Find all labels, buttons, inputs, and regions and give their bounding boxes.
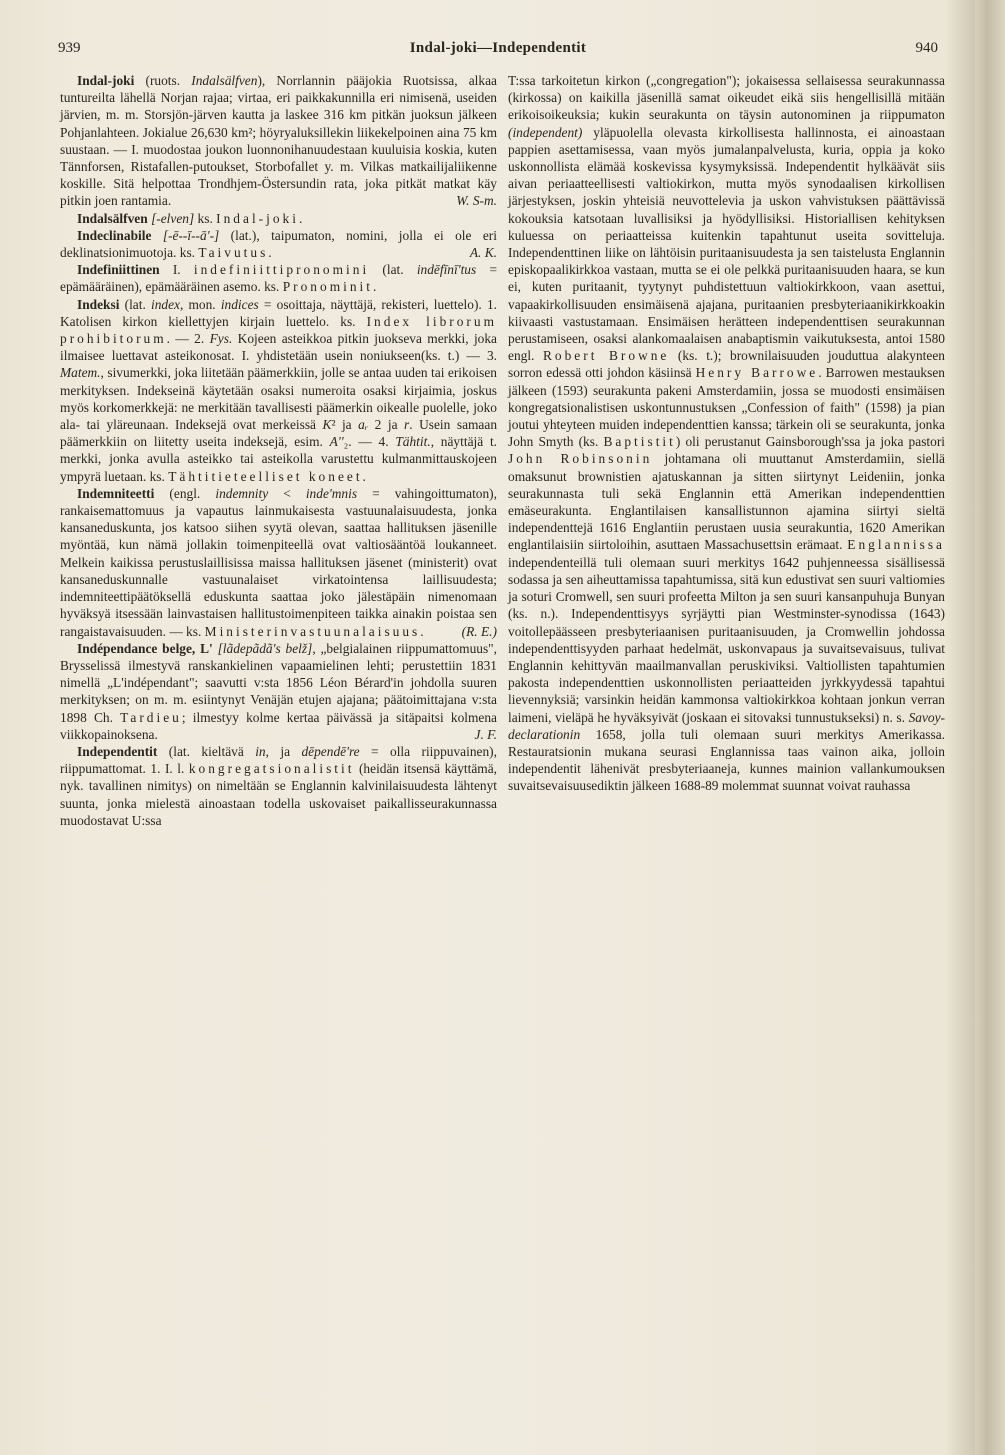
entry-independentit: Independentit (lat. kieltävä in, ja dēpendē're = olla riippuvainen), riippumattomat. 1. I. l. kongregatsionalistit (heidän itsensä käyttämä, nyk. tavallinen nimitys) on nimeltään se Englannin kalvinilaisuudesta lähtenyt suunta, jonka mielestä ainoastaan todella uskovaiset paikallisseurakunnassa muodostavat U:ssa xyxy=(60,743,497,828)
cross-reference: Pronominit xyxy=(282,279,373,295)
entry-indeksi: Indeksi (lat. index, mon. indices = osoittaja, näyttäjä, rekisteri, luettelo). 1. Katolisen kirkon kiellettyjen kirjain luettelo. ks. Index librorum prohibitorum. — 2. Fys. Kojeen asteikkoa pitkin juokseva merkki, joka ilmaisee luettavat asteikonosat. I. yhdistetään usein noniukseen(ks. t.) — 3. Matem., sivumerkki, joka liitetään päämerkkiin, jolle se antaa uuden tai erikoisen merkityksen. Indekseinä käytetään osaksi numeroita osaksi kirjaimia, joskus myös korkomerkkejä: ne merkitään tavallisesti päämerkin oikealle puolelle, joko ala- tai yläreunaan. Indeksejä ovat merkeissä K² ja aᵣ 2 ja r. Usein samaan päämerkkiin on liitetty useita indeksejä, esim. A''₂. — 4. Tähtit., näyttäjä t. merkki, jonka avulla asteikko tai asteikolla varustettu kulmanmittauskojeen ympyrä luetaan. ks. Tähtitieteelliset koneet. xyxy=(60,296,498,484)
headword: Indal-joki xyxy=(77,73,135,88)
cross-reference: Taivutus xyxy=(198,245,269,261)
entry-independance-belge: Indépendance belge, L' [lãdepãdã's belž], „belgialainen riippumattomuus", Brysselissä ilmestyvä ranskankielinen vapaamielinen lehti; perustettiin 1831 nimellä „L'indépendant"; saavutti v:sta 1856 Léon Bérard'in johdolla suuren merkityksen; on m. m. esiintynyt Venäjän etujen ajajana; päätoimittajana v:sta 1898 Ch. Tardieu; ilmestyy kolme kertaa päivässä ja sitäpaitsi kolmena viikkopainoksena. J. F. xyxy=(60,640,497,742)
cross-reference: Tähtitieteelliset koneet xyxy=(168,468,363,484)
book-binding-edge xyxy=(975,0,1005,1455)
left-column xyxy=(60,72,497,829)
cross-reference: Ministerinvastuunalaisuus xyxy=(204,623,421,639)
right-column xyxy=(508,72,945,795)
entry-indal-joki: Indal-joki (ruots. Indalsälfven), Norrlannin pääjokia Ruotsissa, alkaa tuntureilta lähellä Norjan rajaa; virtaa, eri paikkakunnilla eri nimisenä, useiden järvien, m. m. Storsjön-järven kautta ja laskee 316 km pitkän juoksun jälkeen Pohjanlahteen. Jokialue 26,630 km²; höyryaluksillekin liikekelpoinen aina 75 km suustaan. — I. muodostaa joukon luonnonihanuudestaan kuuluisia koskia, kuten Tännforsen, Ristafallen-putoukset, Storbofallet y. m. Vilkas matkailijaliikenne koskille. Sitä helpottaa Trondhjem-Östersundin rata, joka pitkät matkat käy pitkin joen rantamia. W. S-m. xyxy=(60,73,497,209)
entry-indeclinabile: Indeclinabile [-ē--ī--ā'-] (lat.), taipumaton, nomini, jolla ei ole eri deklinatsionimuotoja. ks. Taivutus. A. K. xyxy=(60,227,497,261)
entry-indefiniittinen: Indefiniittinen I. indefiniittipronomini (lat. indēfīnī'tus = epämääräinen), epämääräinen asemo. ks. Pronominit. xyxy=(60,262,497,295)
page-number-left: 939 xyxy=(58,40,81,56)
headword: Indalsälfven xyxy=(77,210,148,226)
entry-indemniteetti: Indemniteetti (engl. indemnity < inde'mnis = vahingoittumaton), rankaisemattomuus ja vapautus lainmukaisesta vastuunalaisuudesta, jonka kansaneduskunta, jos katsoo siihen syytä olevan, saattaa hallituksen jäsenille myöntää, kun nämä jollakin toimenpiteellä ovat valtiosääntöä loukanneet. Melkein kaikissa perustuslaillisissa maissa hallituksen jäsenet (ministerit) ovat kansaneduskunnalle vastuunalaiset virkatointensa laillisuudesta; indemniteettipäätöksellä eduskunta saattaa joko jälestäpäin nimenomaan hyväksyä itsessään lainvastaisen hallitustoimenpiteen taikka ainakin poistaa sen rangaistavaisuuden. — ks. Ministerinvastuunalaisuus. (R. E.) xyxy=(60,485,497,639)
headword: Indemniteetti xyxy=(77,485,155,501)
headword: Indépendance belge, L' xyxy=(77,640,213,656)
author-signature: (R. E.) xyxy=(461,623,497,639)
cross-reference: Index librorum prohibitorum xyxy=(60,313,498,347)
entry-indalsalfven: Indalsälfven [-elven] ks. Indal-joki. xyxy=(77,210,303,226)
page-number-right: 940 xyxy=(915,40,938,56)
page-title: Indal-joki—Independentit xyxy=(409,40,587,56)
person-name: Robert Browne xyxy=(542,348,670,364)
headword: Independentit xyxy=(77,743,158,759)
person-name: Henry Barrowe xyxy=(695,365,819,381)
place-name: Englannissa xyxy=(847,537,945,553)
cross-reference: Indal-joki xyxy=(216,210,299,226)
author-signature: J. F. xyxy=(474,726,497,742)
cross-reference: Baptistit xyxy=(603,434,676,450)
person-name: John Robinsonin xyxy=(508,451,653,467)
headword: Indeclinabile xyxy=(77,227,152,243)
page-header xyxy=(58,40,938,64)
author-signature: W. S-m. xyxy=(456,193,497,209)
author-signature: A. K. xyxy=(469,245,497,261)
headword: Indefiniittinen xyxy=(77,262,160,278)
headword: Indeksi xyxy=(77,296,120,312)
entry-independentit-continued: T:ssa tarkoitetun kirkon („congregation"); jokaisessa sellaisessa seurakunnassa (kirkossa) on kaikilla jäsenillä samat oikeudet eikä siis hengellisillä mitään erikoisoikeuksia; kukin seurakunta on täysin autonominen ja riippumaton (independent) yläpuolella olevasta kirkollisesta hallinnosta, ei ainoastaan pappien asettamisessa, vaan myös jumalanpalvelusta, kuria, oppia ja koko uskonnollista elämää koskevissa kysymyksissä. Independentit hylkäävät siis aivan periaatteellisesti valtiokirkon, mutta myös synodaalisen kirkollisen järjestyksen, joskin yhteisiä neuvottelevia ja uskon vahvistuksen päättävissä kokouksia katsotaan luvallisiksi ja hyödyllisiksi. Historiallisen kehityksen kuluessa on periaatteissa kuitenkin tapahtunut useita sovitteluja. Independenttinen liike on lähtöisin puritaanisuudesta ja sen taistelusta Englannin episkopaalikirkkoa vastaan, mutta se ei ole pelkkä puritaanisuuden haara, se kun ei, kuten puritaanit, tyytynyt puhdistettuun valtiokirkkoon, vaan asettui, vapaakirkollisuuden ensimäisenä ajajana, puritaanien presbyteriaanikirkkoakin kiivaasti vastustamaan. Ensimäisen herätteen independenttisen seurakunnan perustamiseen, osaksi alankomaalaisen anabaptismin vaikutuksesta, antoi 1580 engl. Robert Browne (ks. t.); brownilaisuuden jouduttua alakynteen sorron edessä otti johdon käsiinsä Henry Barrowe. Barrowen mestauksen jälkeen (1593) seurakunta pakeni Amsterdamiin, jossa se muodosti ensimäisen kongregatsionalistisen uskontunnustuksen „Confession of faith" (1598) ja pian joutui yhteyteen muiden independenttien kanssa; tärkein oli se seurakunta, jonka John Smyth (ks. Baptistit) oli perustanut Gainsborough'ssa ja joka pastori John Robinsonin johtamana oli muuttanut Amsterdamiin, siellä omaksunut brownistien ajatuskannan ja sitten siirtynyt Leideniin, jonka seurakunnasta tuli sekä Englannin että Amerikan independenttien emäseurakunta. Englantilaisen kansallistunnon ajamina siirtyi sieltä independenttejä 1616 Englantiin perustaen uusia seurakuntia, 1620 Amerikan englantilaisiin siirtoloihin, asuttaen Massachusettsin erämaat. Englannissa independenteillä tuli olemaan suuri merkitys 1642 puhjenneessa sisällisessä sodassa ja sen aiheuttamissa tapahtumissa, sitä kun edustivat sen suuri valtiomies ja soturi Cromwell, sen suuri profeetta Milton ja sen suuri kansanpuhuja Bunyan (ks. n.). Independenttisyys syrjäytti pian Westminster-synodissa (1643) voitollepäässeen presbyteriaanisen puritaanisuuden, ja Cromwellin johdossa independenttisyyden parhaat hedelmät, uskonvapaus ja suvaitsevaisuus, tulivat Englannin kehittyvän maailmanvallan peruskiviksi. Valtiollisten tapahtumien pakosta independenttien uskonnollisten periaatteiden jyrkkyydessä tapahtui lievennyksiä; varsinkin heidän kammonsa valtiokirkkoa kohtaan jonkun verran laimeni, vieläpä he hyväksyivät (joskaan ei sitovaksi tunnustukseksi) n. s. Savoy-declarationin 1658, jolla tuli olemaan suuri merkitys Amerikassa. Restauratsionin mukana seurasi Englannissa taas vainon aika, jolloin independentit lähenivät presbyteriaaneja, kunnes mainion vallankumouksen suvaitsevaisuusediktin jälkeen 1688-89 molemmat suunnat voivat rauhassa xyxy=(508,73,945,794)
